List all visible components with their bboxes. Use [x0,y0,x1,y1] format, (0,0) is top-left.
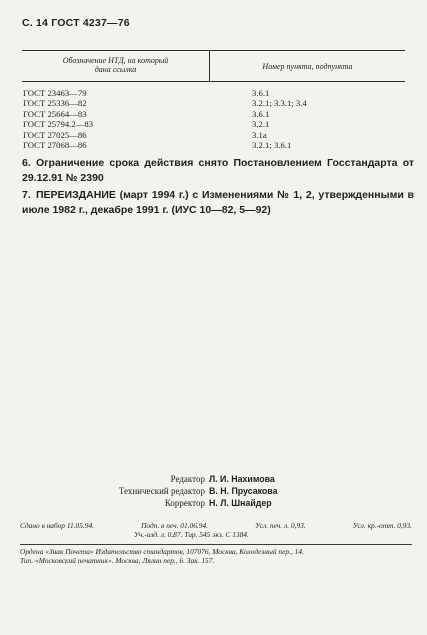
paragraph-text: ПЕРЕИЗДАНИЕ (март 1994 г.) с Изменениями № 1, 2, утвержденными в июле 1982 г., декабре 1991 г. (ИУС 10—82, 5—92) [22,189,414,216]
reference-table-header [22,50,405,82]
table-row [22,88,405,98]
editorial-credits [0,473,427,509]
credit-role: Корректор [164,498,205,508]
table-row [22,140,405,150]
imprint-print-date: Подп. в печ. 01.06.94. [141,521,209,530]
credit-line [0,473,427,485]
column-header-item: Номер пункта, подпункта [262,62,353,71]
table-cell-document: ГОСТ 25664—83 [23,108,87,119]
imprint-divider [20,544,412,545]
table-cell-document: ГОСТ 23463—79 [23,88,87,98]
imprint-publisher: Ордена «Знак Почета» Издательство стандартов, 107076, Москва, Колодезный пер., 14. [20,547,304,556]
table-cell-item: 3.6.1 [252,88,270,98]
imprint-line-1 [20,521,412,530]
imprint-line-2: Уч.-изд. л. 0,87. Тир. 545 экз. С 1384. [134,530,249,539]
table-row [22,119,405,129]
table-cell-item: 3.2.1 [252,119,270,130]
table-cell-item: 3.2.1; 3.3.1; 3.4 [252,98,307,109]
table-cell-item: 3.1а [252,129,267,140]
page-header: С. 14 ГОСТ 4237—76 [22,17,130,29]
credit-role: Редактор [170,474,205,484]
table-cell-item: 3.2.1; 3.6.1 [252,139,292,150]
credit-line [0,497,427,509]
credit-name: Л. И. Нахимова [209,474,275,484]
table-cell-item: 3.6.1 [252,108,270,119]
table-row [22,130,405,140]
credit-name: Н. Л. Шнайдер [209,498,272,508]
table-row [22,98,405,108]
table-cell-document: ГОСТ 25794.2—83 [23,119,94,130]
column-header-document-line1: Обозначение НТД, на который [62,56,169,65]
paragraph-number: 6. [22,157,31,169]
reference-table-body [22,88,405,150]
imprint-print-sheets: Усл. печ. л. 0,93. [255,521,306,530]
imprint-typeset-date: Сдано в набор 11.05.94. [20,521,95,530]
imprint-printer: Тип. «Московский печатник». Москва, Лялин пер., 6. Зак. 157. [20,556,215,565]
column-header-document-line2: дана ссылка [94,65,137,74]
paragraph-6 [22,156,414,186]
column-header-document [22,56,209,74]
credit-role: Технический редактор [118,486,205,496]
paragraph-text: Ограничение срока действия снято Постановлением Госстандарта от 29.12.91 № 2390 [22,157,414,184]
table-row [22,109,405,119]
credit-line [0,485,427,497]
table-cell-document: ГОСТ 25336—82 [23,98,87,109]
paragraph-7 [22,188,414,218]
credit-name: В. Н. Прусакова [209,486,278,496]
paragraph-number: 7. [22,189,31,201]
table-cell-document: ГОСТ 27068—86 [23,139,87,150]
table-cell-document: ГОСТ 27025—86 [23,129,87,140]
imprint-color-sheets: Усл. кр.-отт. 0,93. [352,521,412,530]
imprint-block [20,521,412,565]
